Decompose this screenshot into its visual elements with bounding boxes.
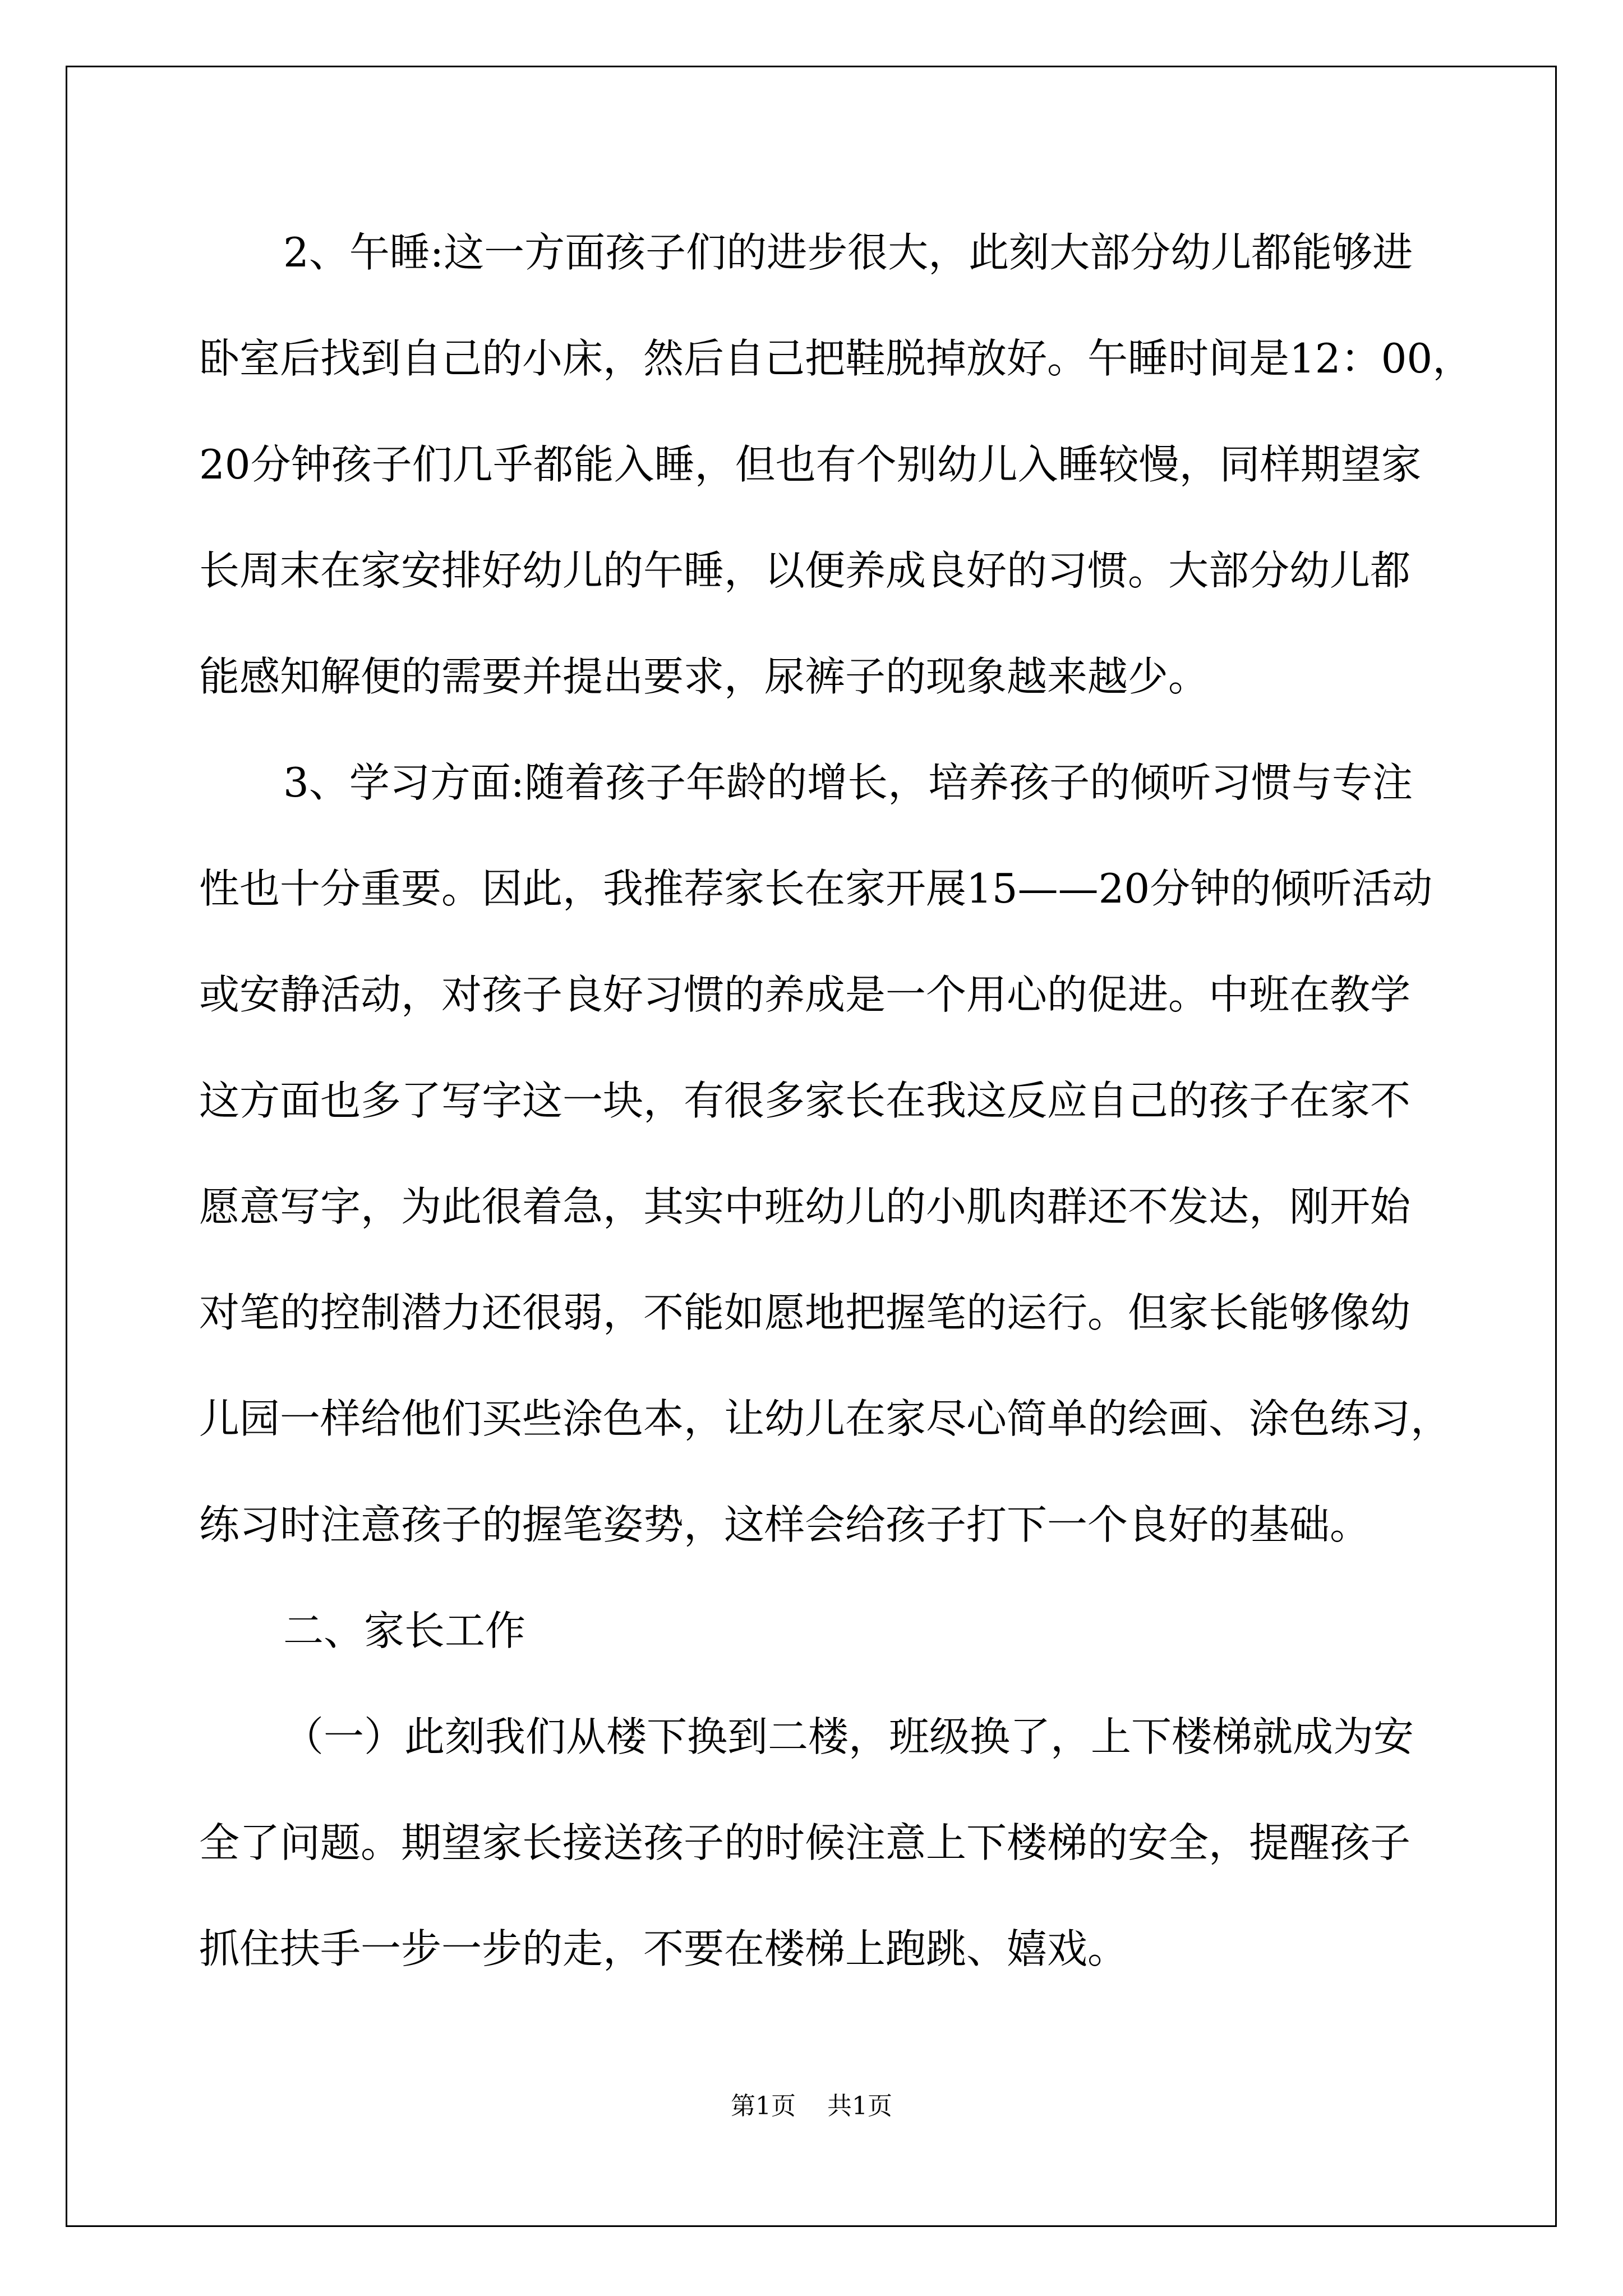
footer-spacer <box>796 2092 827 2120</box>
page-footer <box>0 2086 1623 2122</box>
page-number: 第1页 <box>731 2092 796 2120</box>
text-line: 对笔的控制潜力还很弱，不能如愿地把握笔的运行。但家长能够像幼 <box>199 1289 1411 1336</box>
text-line: 儿园一样给他们买些涂色本，让幼儿在家尽心简单的绘画、涂色练习， <box>199 1395 1451 1442</box>
text-line: 练习时注意孩子的握笔姿势，这样会给孩子打下一个良好的基础。 <box>199 1501 1371 1548</box>
text-line: 这方面也多了写字这一块，有很多家长在我这反应自己的孩子在家不 <box>199 1077 1411 1124</box>
text-line: 卧室后找到自己的小床，然后自己把鞋脱掉放好。午睡时间是12：00， <box>199 335 1473 382</box>
text-line: 或安静活动，对孩子良好习惯的养成是一个用心的促进。中班在教学 <box>199 971 1411 1018</box>
page-total: 共1页 <box>827 2092 892 2120</box>
text-line: 长周末在家安排好幼儿的午睡，以便养成良好的习惯。大部分幼儿都 <box>199 547 1411 594</box>
page-border <box>66 66 1557 2227</box>
text-line: 愿意写字，为此很着急，其实中班幼儿的小肌肉群还不发达，刚开始 <box>199 1183 1411 1230</box>
text-line: 2、午睡:这一方面孩子们的进步很大，此刻大部分幼儿都能够进 <box>283 229 1413 276</box>
text-line: 性也十分重要。因此，我推荐家长在家开展15——20分钟的倾听活动 <box>199 865 1433 912</box>
text-line: 抓住扶手一步一步的走，不要在楼梯上跑跳、嬉戏。 <box>199 1925 1128 1972</box>
section-heading: 二、家长工作 <box>283 1607 526 1654</box>
text-line: 全了问题。期望家长接送孩子的时候注意上下楼梯的安全，提醒孩子 <box>199 1819 1411 1866</box>
text-line: 能感知解便的需要并提出要求，尿裤子的现象越来越少。 <box>199 653 1209 700</box>
text-line: （一）此刻我们从楼下换到二楼，班级换了，上下楼梯就成为安 <box>283 1713 1414 1760</box>
text-line: 3、学习方面:随着孩子年龄的增长，培养孩子的倾听习惯与专注 <box>283 759 1413 806</box>
text-line: 20分钟孩子们几乎都能入睡，但也有个别幼儿入睡较慢，同样期望家 <box>199 441 1422 488</box>
